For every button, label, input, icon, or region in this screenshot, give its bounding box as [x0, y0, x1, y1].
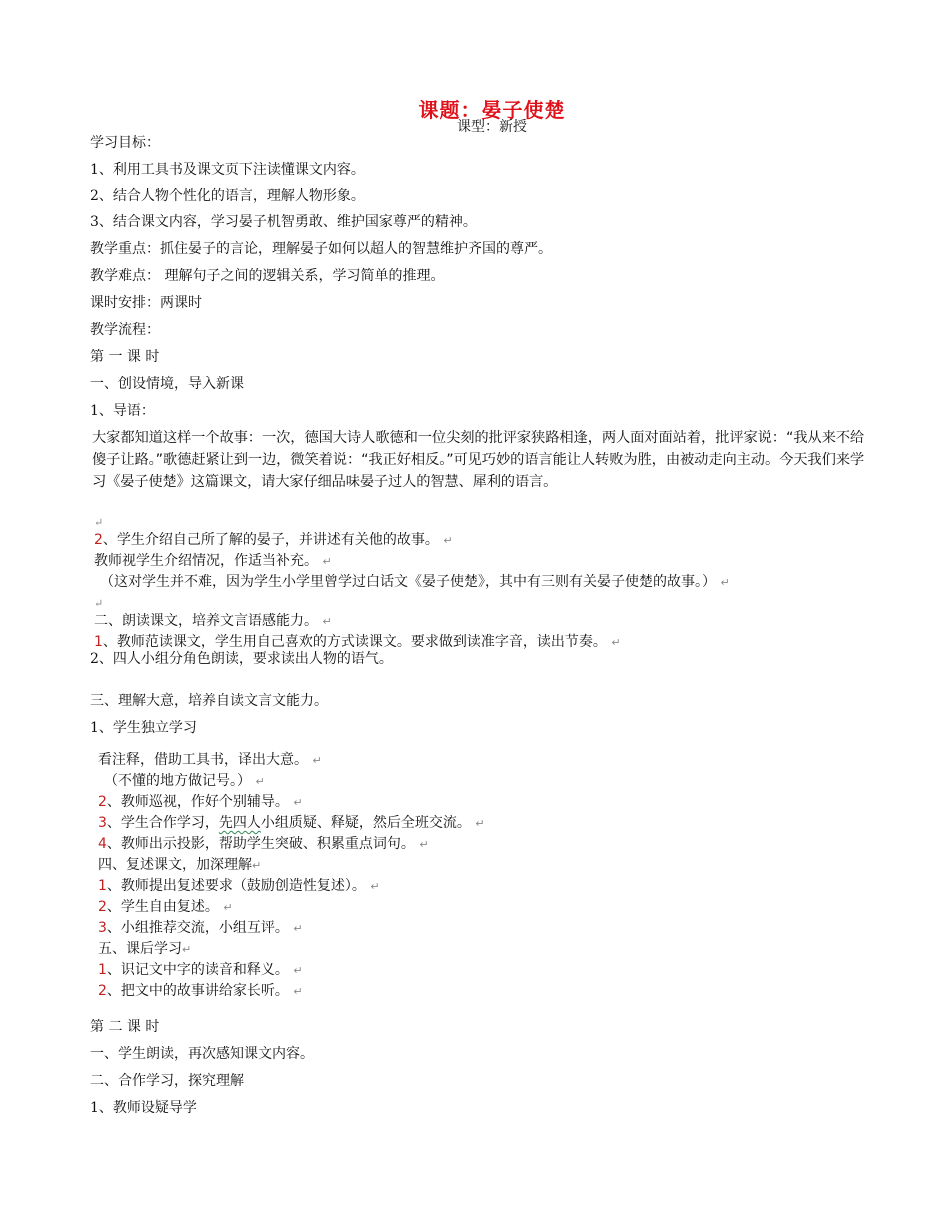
- item-number: 2: [98, 983, 107, 999]
- lesson1-part4-title: [98, 856, 261, 875]
- lesson1-part2-title: [94, 612, 332, 631]
- part4-item2: [98, 898, 233, 917]
- item-text: 、教师出示投影，帮助学生突破、积累重点词句。: [106, 836, 415, 852]
- item-text: 、教师提出复述要求（鼓励创造性复述）。: [106, 878, 366, 894]
- study-line1-text: 看注释，借助工具书，译出大意。: [98, 752, 308, 768]
- objective-item: 1、利用工具书及课文页下注读懂课文内容。: [90, 162, 365, 178]
- item-text: 、学生自由复述。: [106, 899, 219, 915]
- lesson2-item: 1、教师设疑导学: [90, 1100, 197, 1116]
- item-text: 、识记文中字的读音和释义。: [106, 962, 289, 978]
- objective-item: 2、结合人物个性化的语言，理解人物形象。: [90, 188, 365, 204]
- item-number: 3: [98, 920, 107, 936]
- item-number: 1: [94, 634, 103, 650]
- lesson2-item: 一、学生朗读，再次感知课文内容。: [90, 1046, 314, 1062]
- item-text: 、学生合作学习，: [106, 815, 219, 831]
- part5-title-text: 五、课后学习: [98, 941, 182, 957]
- paragraph-mark: ↵: [370, 880, 380, 893]
- teacher-note-text: 教师视学生介绍情况，作适当补充。: [94, 553, 318, 569]
- study-item2: [98, 793, 303, 812]
- paren-note-text: （这对学生并不难，因为学生小学里曾学过白话文《晏子使楚》，其中有三则有关晏子使楚的故事。）: [100, 574, 716, 590]
- teacher-note: [94, 552, 332, 571]
- paragraph-mark: ↵: [94, 597, 104, 610]
- key-points: 教学重点：抓住晏子的言论，理解晏子如何以超人的智慧维护齐国的尊严。: [90, 241, 552, 257]
- item-number: 4: [98, 836, 107, 852]
- intro-label: 1、导语：: [90, 403, 155, 419]
- paragraph-mark: ↵: [443, 534, 453, 547]
- paragraph-mark: ↵: [475, 817, 485, 830]
- part5-item2: [98, 982, 303, 1001]
- item-text: 、小组推荐交流，小组互评。: [106, 920, 289, 936]
- part5-item1: [98, 961, 303, 980]
- part4-item1: [98, 877, 380, 896]
- item-number: 2: [94, 532, 103, 548]
- study-line2: [104, 772, 265, 791]
- objective-item: 3、结合课文内容，学习晏子机智勇敢、维护国家尊严的精神。: [90, 214, 477, 230]
- study-item4: [98, 835, 429, 854]
- lesson1-part5-title: [98, 940, 191, 959]
- paragraph-mark: ↵: [322, 555, 332, 568]
- paragraph-mark: ↵: [94, 516, 104, 529]
- difficulties: 教学难点： 理解句子之间的逻辑关系，学习简单的推理。: [90, 268, 445, 284]
- part4-item3: [98, 919, 303, 938]
- lesson1-heading: 第 一 课 时: [90, 349, 160, 365]
- intro-paragraph: 大家都知道这样一个故事：一次，德国大诗人歌德和一位尖刻的批评家狭路相逢，两人面对面站着，批评家说：“我从来不给傻子让路。”歌德赶紧让到一边，微笑着说：“我正好相反。”可见巧妙的语言能让人转败为胜，由被动走向主动。今天我们来学习《晏子使楚》这篇课文，请大家仔细品味晏子过人的智慧、犀利的语言。: [92, 430, 864, 490]
- lesson2-heading: 第 二 课 时: [90, 1019, 160, 1035]
- paragraph-mark: ↵: [720, 576, 730, 589]
- paragraph-mark: ↵: [182, 943, 192, 956]
- paragraph-mark: ↵: [293, 964, 303, 977]
- paragraph-mark: ↵: [293, 796, 303, 809]
- part2-title-text: 二、朗读课文，培养文言语感能力。: [94, 613, 318, 629]
- paragraph-mark: ↵: [252, 859, 262, 872]
- lesson2-item: 二、合作学习，探究理解: [90, 1073, 244, 1089]
- lesson1-item2: [94, 531, 453, 550]
- document-title: 课题：晏子使楚: [418, 98, 566, 122]
- lesson1-part1-title: 一、创设情境，导入新课: [90, 376, 244, 392]
- lesson1-part2-item2: 2、四人小组分角色朗读，要求读出人物的语气。: [90, 651, 393, 667]
- paragraph-mark: ↵: [322, 615, 332, 628]
- paragraph-mark: ↵: [293, 922, 303, 935]
- document-subtitle: 课型：新授: [457, 119, 527, 135]
- item-text: 、学生介绍自己所了解的晏子，并讲述有关他的故事。: [102, 532, 439, 548]
- item-number: 1: [98, 878, 107, 894]
- process-heading: 教学流程：: [90, 322, 160, 338]
- item-number: 3: [98, 815, 107, 831]
- item-text: 小组质疑、释疑，然后全班交流。: [260, 815, 471, 831]
- study-line1: [98, 751, 322, 770]
- schedule: 课时安排：两课时: [90, 295, 202, 311]
- grammar-underline: 先四人: [218, 815, 261, 831]
- paragraph-mark: ↵: [312, 754, 322, 767]
- item-text: 、把文中的故事讲给家长听。: [106, 983, 289, 999]
- study-item3: [98, 814, 485, 833]
- item-number: 2: [98, 899, 107, 915]
- paren-note: [100, 573, 730, 592]
- paragraph-mark: ↵: [223, 901, 233, 914]
- paragraph-mark: ↵: [293, 985, 303, 998]
- item-text: 、教师巡视，作好个别辅导。: [106, 794, 289, 810]
- study-line2-text: （不懂的地方做记号。）: [104, 773, 251, 789]
- item-number: 1: [98, 962, 107, 978]
- objectives-heading: 学习目标：: [90, 135, 160, 151]
- item-number: 2: [98, 794, 107, 810]
- paragraph-mark: ↵: [419, 838, 429, 851]
- lesson1-part3-title: 三、理解大意，培养自读文言文能力。: [90, 693, 328, 709]
- item-text: 、教师范读课文，学生用自己喜欢的方式读课文。要求做到读准字音，读出节奏。: [102, 634, 607, 650]
- paragraph-mark: ↵: [255, 775, 265, 788]
- lesson1-part3-item1: 1、学生独立学习: [90, 720, 197, 736]
- part4-title-text: 四、复述课文，加深理解: [98, 857, 252, 873]
- paragraph-mark: ↵: [611, 636, 621, 649]
